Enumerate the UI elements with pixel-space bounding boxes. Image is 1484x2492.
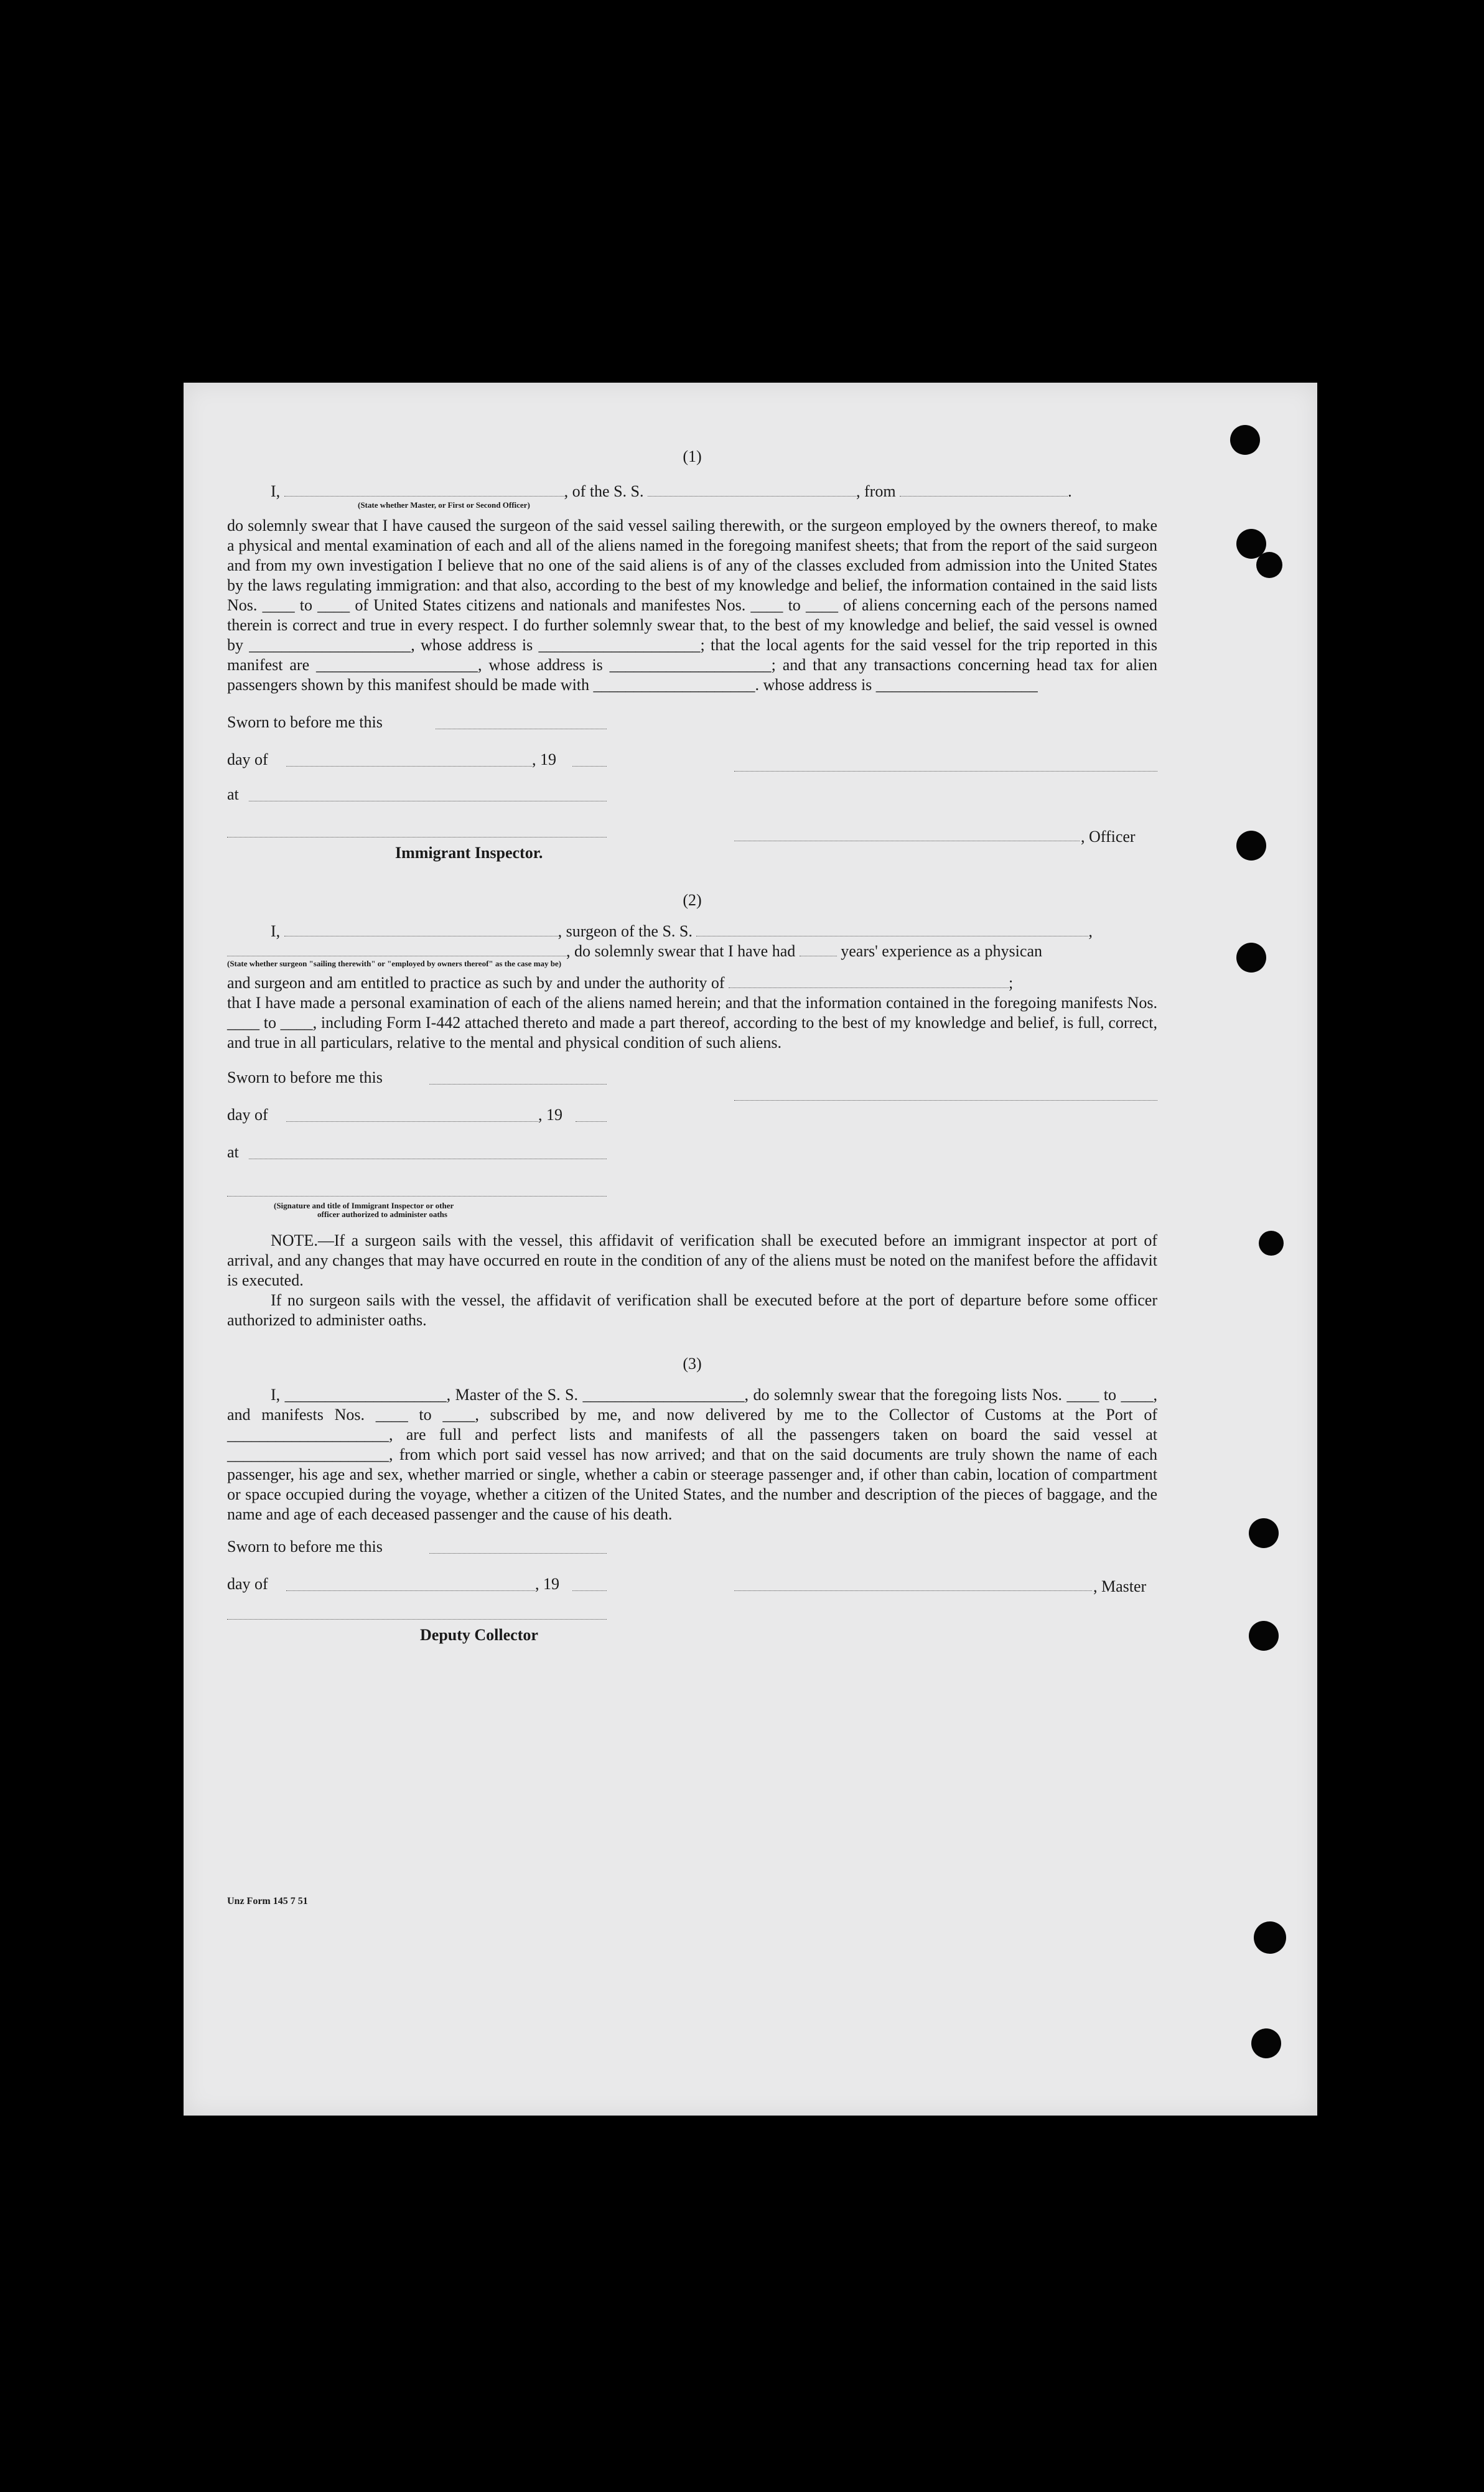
section-3-day-label: day of <box>227 1575 268 1593</box>
section-1-rank-note: (State whether Master, or First or Second Officer) <box>358 500 530 510</box>
section-3-body: I, ____________________, Master of the S. S. ____________________, do solemnly swear that the foregoing lists Nos. ____ to ____, and manifests Nos. ____ to ____, subscribed by me, and now delivered by me to the Collector of Customs at the Port of ____________________, are full and perfect lists and manifests of all the passengers taken on board the said vessel at ____________________, from which port said vessel has now arrived; and that on the said documents are truly shown the name of each passenger, his age and sex, whether married or single, whether a cabin or steerage passenger and, if other than cabin, location of compartment or space occupied during the voyage, whether a citizen of the United States, and the number and description of the pieces of baggage, and the name and age of each deceased passenger and the cause of his death. <box>227 1386 1157 1523</box>
inspector-signature-line[interactable] <box>227 837 607 838</box>
form-identifier: Unz Form 145 7 51 <box>227 1896 308 1906</box>
year-label: , 19 <box>532 750 556 768</box>
section-2-sworn-label: Sworn to before me this <box>227 1068 383 1086</box>
day-of-field[interactable] <box>286 766 532 767</box>
section-3-sworn-label: Sworn to before me this <box>227 1538 383 1556</box>
day-of-label: day of <box>227 750 268 768</box>
section-1-at-row <box>227 787 1157 824</box>
section-3-collector-row <box>227 1612 1157 1655</box>
section-2-day-label: day of <box>227 1106 268 1124</box>
collector-signature-line[interactable] <box>227 1619 607 1620</box>
section-2-body: that I have made a personal examination of each of the aliens named herein; and that the information contained in the foregoing manifests Nos. ____ to ____, including Form I-442 attached thereto and made a part thereof, according to the best of my knowledge and belief, is full, correct, and true in all particulars, relative to the mental and physical condition of such aliens. <box>227 994 1157 1052</box>
punch-hole <box>1249 1621 1279 1651</box>
section-3-year-field[interactable] <box>572 1590 607 1591</box>
section-2-i: I, <box>271 922 281 940</box>
section-2-years-label: years' experience as a physican <box>841 942 1042 960</box>
form-page <box>184 383 1317 2116</box>
section-1-sworn-row <box>227 712 1157 750</box>
master-signature-line[interactable] <box>734 1590 1092 1591</box>
punch-hole <box>1236 943 1266 973</box>
section-2-number: (2) <box>683 891 702 909</box>
section-3-day-field[interactable] <box>286 1590 535 1591</box>
port-from-field[interactable] <box>900 482 1068 497</box>
punch-hole <box>1254 1921 1286 1954</box>
section-2-vessel-field[interactable] <box>696 922 1088 936</box>
section-1-i: I, <box>271 482 281 500</box>
section-2-day-field[interactable] <box>286 1121 538 1122</box>
section-2-sworn-field[interactable] <box>429 1084 607 1085</box>
section-3-number: (3) <box>683 1355 702 1373</box>
rank-field[interactable] <box>284 482 564 497</box>
year-field[interactable] <box>572 766 607 767</box>
section-2-swear-label: , do solemnly swear that I have had <box>566 942 796 960</box>
section-2-year-label: , 19 <box>538 1106 562 1124</box>
punch-hole <box>1236 831 1266 861</box>
section-3-day-row <box>227 1574 1157 1612</box>
section-2-authority-line: and surgeon and am entitled to practice as such by and under the authority of ; <box>227 974 1014 992</box>
punch-hole <box>1251 2028 1281 2058</box>
section-2-authority-label: and surgeon and am entitled to practice as such by and under the authority of <box>227 974 725 992</box>
section-2-surgeon-label: , surgeon of the S. S. <box>558 922 693 940</box>
surgeon-signature-line[interactable] <box>734 1100 1157 1101</box>
section-1-from-label: , from <box>856 482 896 500</box>
form-body <box>227 442 1157 1655</box>
section-1-header-line: I, , of the S. S. , from . <box>271 482 1072 500</box>
section-3-sworn-field[interactable] <box>429 1553 607 1554</box>
section-2-year-field[interactable] <box>576 1121 607 1122</box>
officer-signature-line-1[interactable] <box>734 771 1157 772</box>
surgeon-status-field[interactable] <box>227 942 566 956</box>
section-2-day-row <box>227 1105 1157 1142</box>
section-1-day-row <box>227 750 1157 787</box>
section-3-sworn-row <box>227 1537 1157 1574</box>
section-3-year-label: , 19 <box>535 1575 559 1593</box>
punch-hole <box>1259 1231 1284 1256</box>
sworn-label: Sworn to before me this <box>227 713 383 731</box>
section-2-note-1: NOTE.—If a surgeon sails with the vessel, this affidavit of verification shall be executed before an immigrant inspector at port of arrival, and any changes that may have occurred en route in the condition of any of the aliens must be noted on the manifest before the affidavit is executed. <box>227 1231 1157 1289</box>
punch-hole <box>1256 552 1282 578</box>
vessel-name-field[interactable] <box>648 482 856 497</box>
section-2-at-row <box>227 1142 1157 1180</box>
punch-hole <box>1230 425 1260 455</box>
section-1-number: (1) <box>683 447 702 465</box>
inspector-label: Immigrant Inspector. <box>395 844 543 862</box>
section-1-signature-row <box>227 824 1157 869</box>
officer-label: , Officer <box>1081 828 1136 846</box>
punch-hole <box>1249 1518 1279 1548</box>
section-2-signature-row <box>227 1180 1157 1228</box>
section-2-status-note: (State whether surgeon "sailing therewith" or "employed by owners thereof" as the case may be) <box>227 959 562 968</box>
section-2-sig-note-2: officer authorized to administer oaths <box>317 1210 447 1219</box>
years-experience-field[interactable] <box>800 942 837 956</box>
authority-field[interactable] <box>729 974 1009 988</box>
section-2-inspector-signature-line[interactable] <box>227 1196 607 1197</box>
section-2-note-2: If no surgeon sails with the vessel, the affidavit of verification shall be executed before at the port of departure before some officer authorized to administer oaths. <box>227 1291 1157 1329</box>
section-1-body: do solemnly swear that I have caused the surgeon of the said vessel sailing therewith, or the surgeon employed by the owners thereof, to make a physical and mental examination of each and all of the aliens named in the foregoing manifest sheets; that from the report of the said surgeon and from my own investigation I believe that no one of the said aliens is of any of the classes excluded from admission into the United States by the laws regulating immigration: and that also, according to the best of my knowledge and belief, the information contained in the said lists Nos. ____ to ____ of United States citizens and nationals and manifestes Nos. ____ to ____ of aliens concerning each of the persons named therein is correct and true in every respect. I do further solemnly swear that, to the best of my knowledge and belief, the said vessel is owned by ____________________, whose address is ____________________; that the local agents for the said vessel for the trip reported in this manifest are ____________________, whose address is ____________________; and that any transactions concerning head tax for alien passengers shown by this manifest should be made with ____________________. whose address is ____________________ <box>227 516 1157 694</box>
at-label: at <box>227 785 239 803</box>
section-2-at-label: at <box>227 1143 239 1161</box>
surgeon-name-field[interactable] <box>284 922 558 936</box>
section-1-vessel-label: , of the S. S. <box>564 482 644 500</box>
section-2-header-line: I, , surgeon of the S. S. , <box>271 922 1093 940</box>
section-2-sig-note-1: (Signature and title of Immigrant Inspector or other <box>274 1201 454 1210</box>
section-2-sworn-row <box>227 1068 1157 1105</box>
collector-label: Deputy Collector <box>420 1626 538 1644</box>
master-label: , Master <box>1093 1577 1147 1595</box>
